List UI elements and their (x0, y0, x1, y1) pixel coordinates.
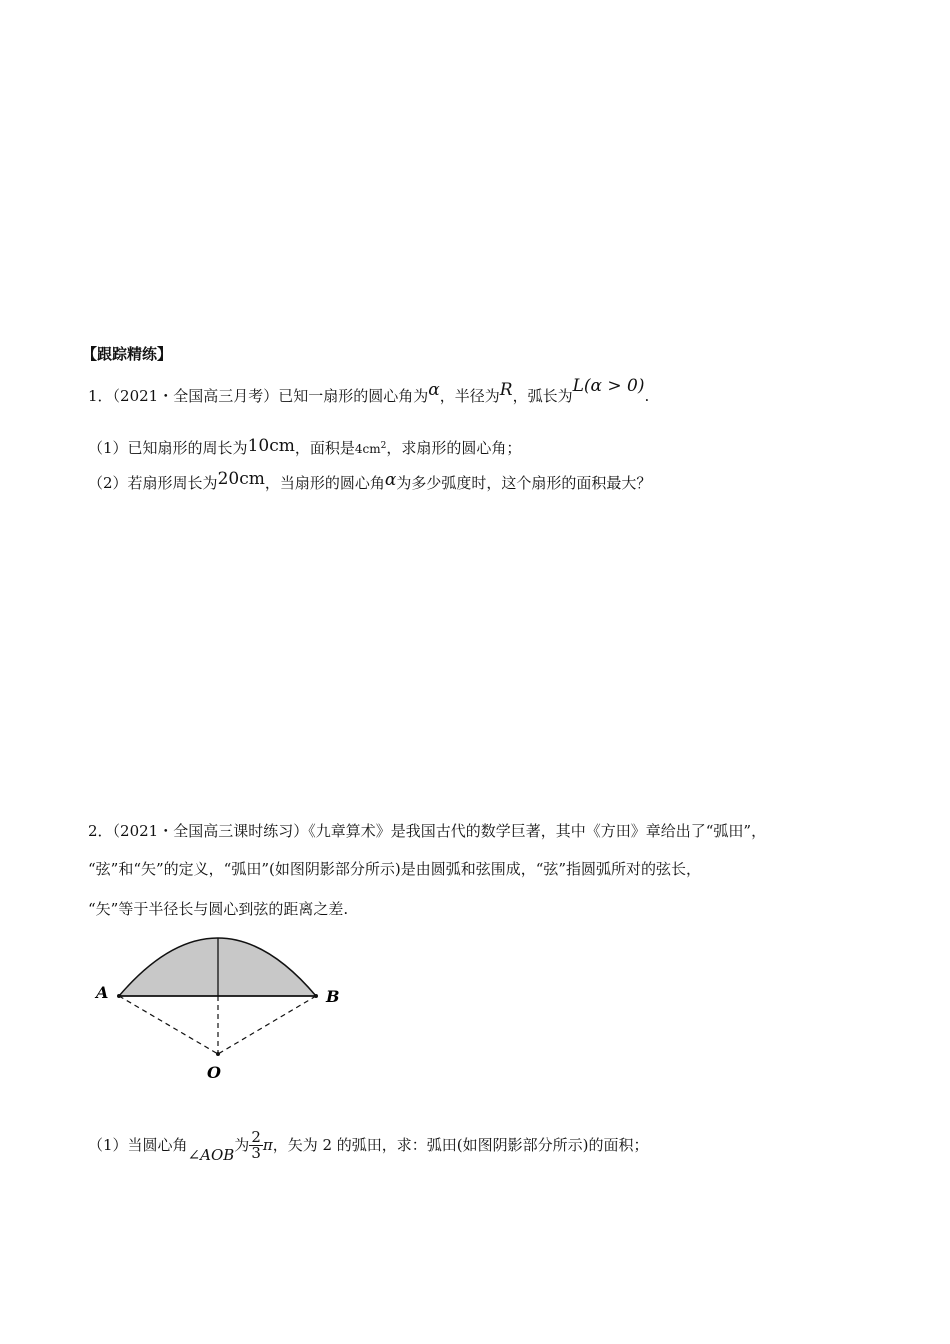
arc-field-figure (90, 930, 360, 1090)
problem-source: （2021・全国高三月考） (112, 387, 279, 405)
area-value: $4cm^2$ (354, 441, 387, 456)
perimeter-value: 10cm (247, 436, 295, 456)
problem2-line3: “矢”等于半径长与圆心到弦的距离之差. (88, 900, 349, 918)
problem1-part2: （2）若扇形周长为20cm，当扇形的圆心角α为多少弧度时，这个扇形的面积最大？ (88, 469, 652, 492)
point-O (216, 1052, 220, 1056)
problem-number: 1． (88, 387, 113, 405)
arc-length-expression: L(α > 0) (572, 376, 645, 396)
radius-symbol: R (499, 380, 513, 400)
radius-OA (119, 996, 218, 1054)
pi-symbol: π (262, 1135, 273, 1154)
fraction-two-thirds: $\frac{2}{3}$ (251, 1127, 261, 1162)
perimeter-value: 20cm (217, 469, 265, 489)
radius-OB (218, 996, 316, 1054)
problem2-line2: “弦”和“矢”的定义，“弧田”(如图阴影部分所示)是由圆弧和弦围成，“弦”指圆弧所对的弦长， (88, 860, 702, 878)
point-A (117, 994, 121, 998)
label-O: O (207, 1063, 221, 1082)
problem2-line1: 2．（2021・全国高三课时练习）《九章算术》是我国古代的数学巨著，其中《方田》章给出了“弧田”， (88, 822, 767, 840)
angle-AOB: ∠AOB (187, 1145, 235, 1164)
alpha-symbol: α (428, 380, 440, 400)
label-B: B (326, 987, 340, 1006)
alpha-symbol: α (384, 470, 397, 490)
problem1-stem: 1．（2021・全国高三月考）已知一扇形的圆心角为α，半径为R，弧长为L(α > 0). (88, 376, 650, 405)
point-B (314, 994, 318, 998)
problem-number: 2． (88, 822, 113, 840)
problem1-part1: （1）已知扇形的周长为10cm，面积是$4cm^2$，求扇形的圆心角； (88, 436, 522, 457)
label-A: A (96, 983, 109, 1002)
problem-source: （2021・全国高三课时练习） (112, 822, 309, 840)
section-heading: 【跟踪精练】 (82, 345, 173, 363)
problem2-part1: （1） 当圆心角 ∠AOB 为 $\frac{2}{3}$ π ，矢为 2 的弧田，求：弧田(如图阴影部分所示)的面积； (88, 1127, 649, 1164)
